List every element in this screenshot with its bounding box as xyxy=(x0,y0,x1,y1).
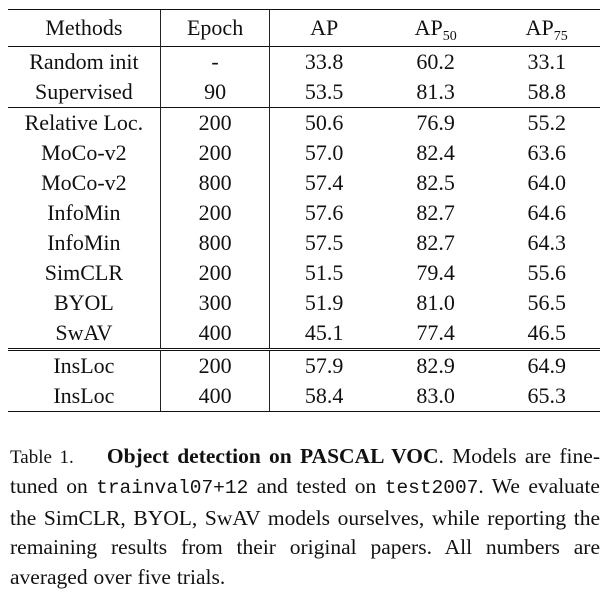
cell-ap50: 81.3 xyxy=(416,79,455,104)
cell-ap: 53.5 xyxy=(270,77,378,108)
cell-ap: 51.9 xyxy=(270,288,378,318)
table-header-row xyxy=(8,10,600,47)
cell-ap50: 83.0 xyxy=(378,381,493,412)
table-row xyxy=(8,138,600,168)
cell-ap75: 58.8 xyxy=(527,79,566,104)
cell-method: MoCo-v2 xyxy=(41,170,127,195)
cell-ap: 57.9 xyxy=(270,350,378,382)
cell-epoch: 200 xyxy=(160,350,270,382)
header-ap: AP xyxy=(270,10,378,47)
header-ap75-main: AP xyxy=(525,15,554,40)
cell-method: SimCLR xyxy=(44,260,123,285)
cell-ap: 33.8 xyxy=(270,47,378,78)
header-ap50-sub: 50 xyxy=(442,29,457,44)
cell-method: InsLoc xyxy=(8,381,160,412)
cell-ap50: 82.5 xyxy=(416,170,455,195)
cell-ap50: 81.0 xyxy=(416,290,455,315)
table-row xyxy=(8,228,600,258)
cell-method: BYOL xyxy=(53,290,114,315)
header-epoch: Epoch xyxy=(160,10,270,47)
cell-ap75: 56.5 xyxy=(527,290,566,315)
table-row xyxy=(8,381,600,412)
cell-method: InfoMin xyxy=(47,200,121,225)
cell-ap: 50.6 xyxy=(270,108,378,139)
cell-ap: 57.5 xyxy=(270,228,378,258)
cell-ap50: 82.7 xyxy=(416,200,455,225)
cell-ap: 51.5 xyxy=(270,258,378,288)
cell-ap75: 64.6 xyxy=(527,200,566,225)
header-ap75 xyxy=(493,10,600,47)
table-row xyxy=(8,108,600,139)
cell-epoch: 200 xyxy=(160,138,270,168)
caption-text-2: and tested on xyxy=(248,474,385,498)
cell-ap50: 77.4 xyxy=(416,320,455,345)
header-ap50-main: AP xyxy=(414,15,443,40)
cell-epoch: 200 xyxy=(160,108,270,139)
cell-ap50: 82.7 xyxy=(416,230,455,255)
cell-method: Relative Loc. xyxy=(8,108,160,139)
caption-title: Object detection on PASCAL VOC xyxy=(106,443,439,468)
cell-ap: 57.6 xyxy=(270,198,378,228)
table-row xyxy=(8,318,600,350)
cell-epoch: 200 xyxy=(160,198,270,228)
cell-epoch: 90 xyxy=(160,77,270,108)
table-caption xyxy=(10,442,600,593)
cell-epoch: 800 xyxy=(160,228,270,258)
cell-ap75: 63.6 xyxy=(527,140,566,165)
cell-method: InsLoc xyxy=(8,350,160,382)
table-row xyxy=(8,350,600,382)
header-ap75-sub: 75 xyxy=(553,29,568,44)
cell-ap75: 55.6 xyxy=(527,260,566,285)
table-row xyxy=(8,258,600,288)
cell-ap75: 64.0 xyxy=(527,170,566,195)
table-row xyxy=(8,47,600,78)
caption-text-1: . Models are fine-tuned on xyxy=(10,443,600,498)
cell-method: Random init xyxy=(8,47,160,78)
header-methods: Methods xyxy=(8,10,160,47)
cell-ap50: 60.2 xyxy=(378,47,493,78)
cell-ap50: 82.4 xyxy=(416,140,455,165)
cell-ap50: 76.9 xyxy=(378,108,493,139)
caption-code-test: test2007 xyxy=(384,477,479,499)
table-row xyxy=(8,288,600,318)
cell-ap50: 79.4 xyxy=(416,260,455,285)
cell-ap75: 64.3 xyxy=(527,230,566,255)
cell-epoch: 300 xyxy=(160,288,270,318)
cell-epoch: 200 xyxy=(160,258,270,288)
cell-ap75: 33.1 xyxy=(493,47,600,78)
caption-text-3: . We evaluate the SimCLR, BYOL, SwAV models ourselves, while reporting the remaining results from their original papers. All numbers are averaged over five trials. xyxy=(10,474,600,589)
cell-ap: 58.4 xyxy=(270,381,378,412)
cell-epoch: - xyxy=(160,47,270,78)
cell-ap: 45.1 xyxy=(270,318,378,350)
cell-ap: 57.0 xyxy=(270,138,378,168)
caption-label: Table 1. xyxy=(10,446,74,468)
cell-method: MoCo-v2 xyxy=(41,140,127,165)
cell-epoch: 400 xyxy=(160,318,270,350)
cell-ap75: 46.5 xyxy=(527,320,566,345)
cell-ap: 57.4 xyxy=(270,168,378,198)
results-table xyxy=(8,9,600,412)
table-row xyxy=(8,77,600,108)
cell-method: SwAV xyxy=(55,320,113,345)
table-row xyxy=(8,168,600,198)
cell-epoch: 400 xyxy=(160,381,270,412)
cell-ap50: 82.9 xyxy=(378,350,493,382)
table-row xyxy=(8,198,600,228)
cell-ap75: 65.3 xyxy=(493,381,600,412)
caption-code-trainval: trainval07+12 xyxy=(96,477,249,499)
cell-ap75: 64.9 xyxy=(493,350,600,382)
header-ap50 xyxy=(378,10,493,47)
cell-method: Supervised xyxy=(35,79,133,104)
cell-epoch: 800 xyxy=(160,168,270,198)
cell-method: InfoMin xyxy=(47,230,121,255)
cell-ap75: 55.2 xyxy=(493,108,600,139)
